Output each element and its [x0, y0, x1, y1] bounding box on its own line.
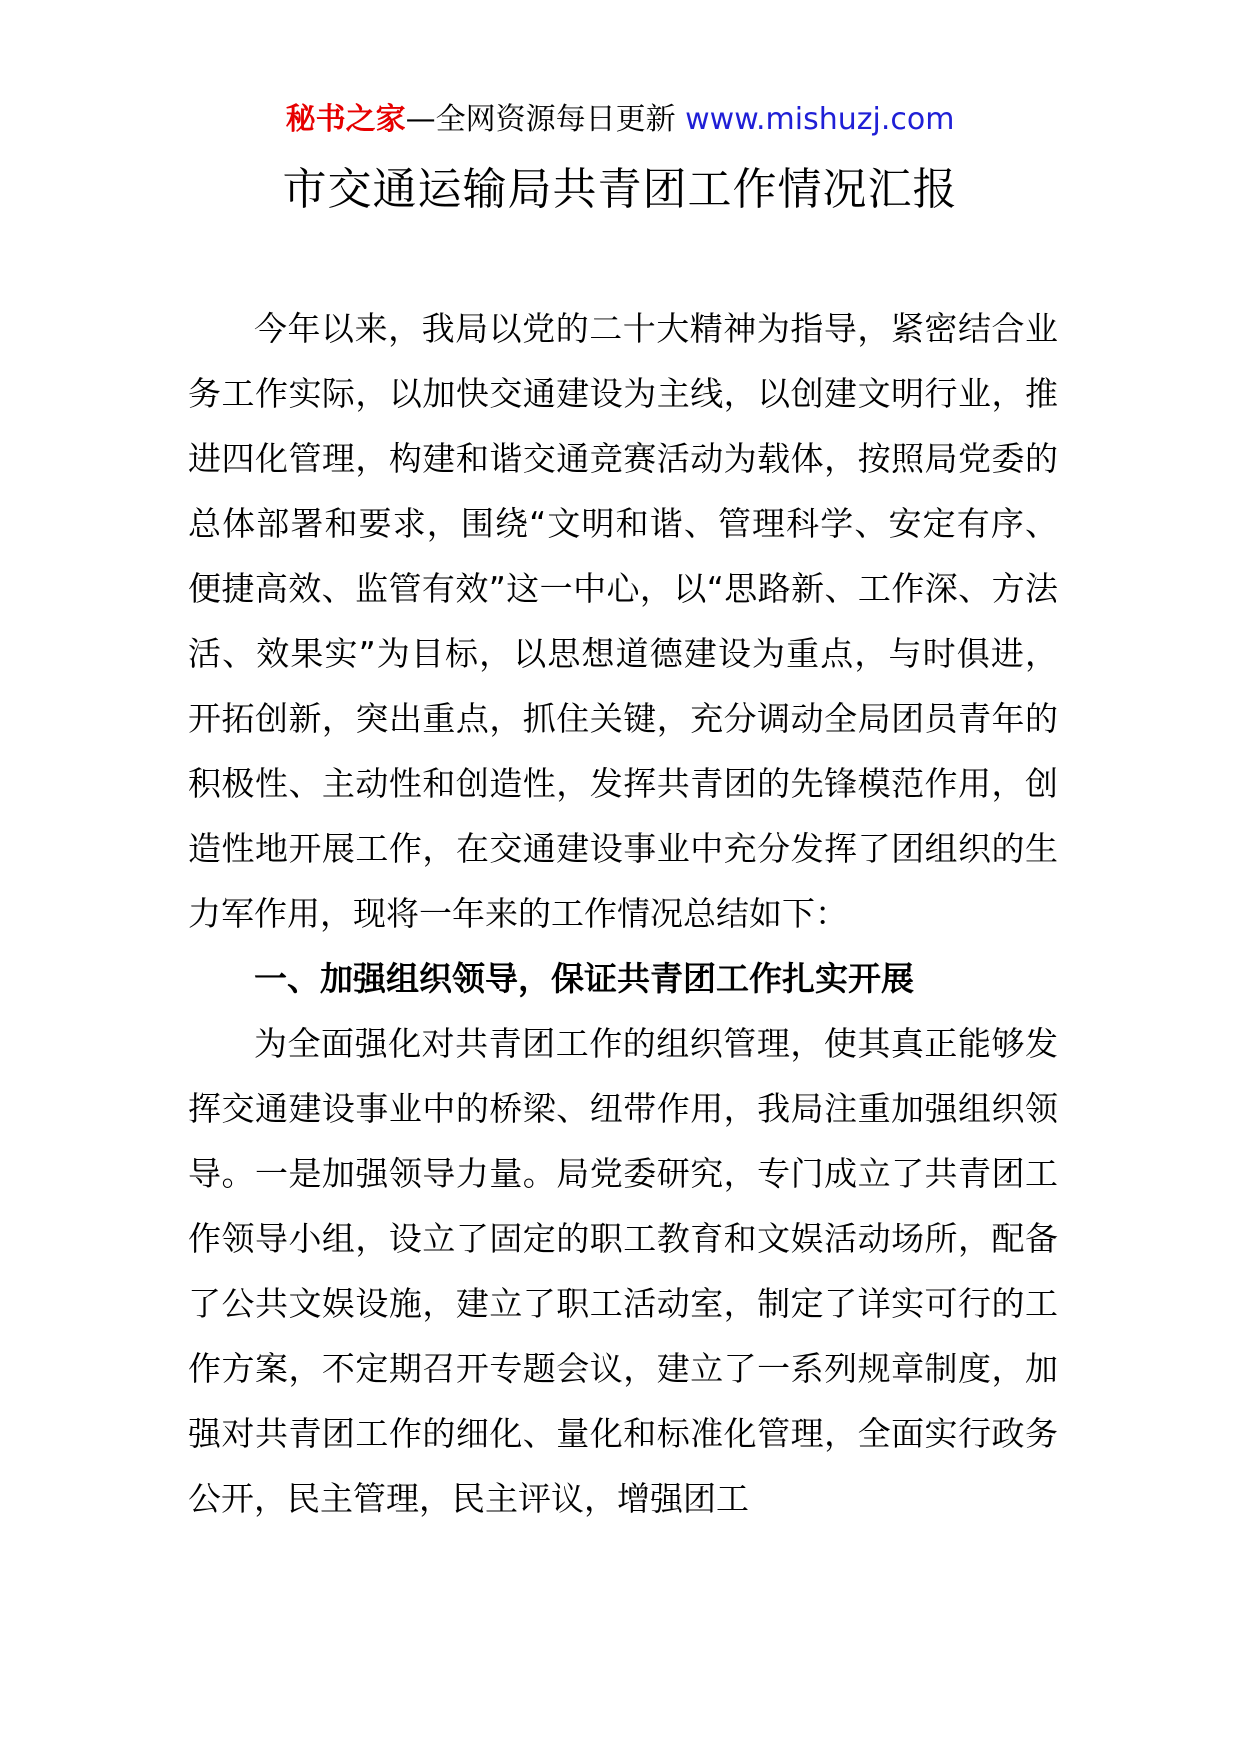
site-header: [0, 98, 1240, 142]
body-paragraph: 为全面强化对共青团工作的组织管理，使其真正能够发挥交通建设事业中的桥梁、纽带作用，我局注重加强组织领导。一是加强领导力量。局党委研究，专门成立了共青团工作领导小组，设立了固定的职工教育和文娱活动场所，配备了公共文娱设施，建立了职工活动室，制定了详实可行的工作方案，不定期召开专题会议，建立了一系列规章制度，加强对共青团工作的细化、量化和标准化管理，全面实行政务公开，民主管理，民主评议，增强团工: [188, 1024, 1058, 1518]
header-tagline: —全网资源每日更新: [405, 102, 676, 137]
section-heading: 一、加强组织领导，保证共青团工作扎实开展: [254, 959, 914, 998]
intro-paragraph: 今年以来，我局以党的二十大精神为指导，紧密结合业务工作实际，以加快交通建设为主线，以创建文明行业，推进四化管理，构建和谐交通竞赛活动为载体，按照局党委的总体部署和要求，围绕“文明和谐、管理科学、安定有序、便捷高效、监管有效”这一中心，以“思路新、工作深、方法活、效果实”为目标，以思想道德建设为重点，与时俱进，开拓创新，突出重点，抓住关键，充分调动全局团员青年的积极性、主动性和创造性，发挥共青团的先锋模范作用，创造性地开展工作，在交通建设事业中充分发挥了团组织的生力军作用，现将一年来的工作情况总结如下：: [188, 309, 1058, 933]
brand-name: 秘书之家: [285, 102, 406, 137]
document-body: [188, 296, 1058, 1531]
document-title: 市交通运输局共青团工作情况汇报: [282, 164, 958, 215]
site-url-link[interactable]: www.mishuzj.com: [685, 102, 955, 137]
